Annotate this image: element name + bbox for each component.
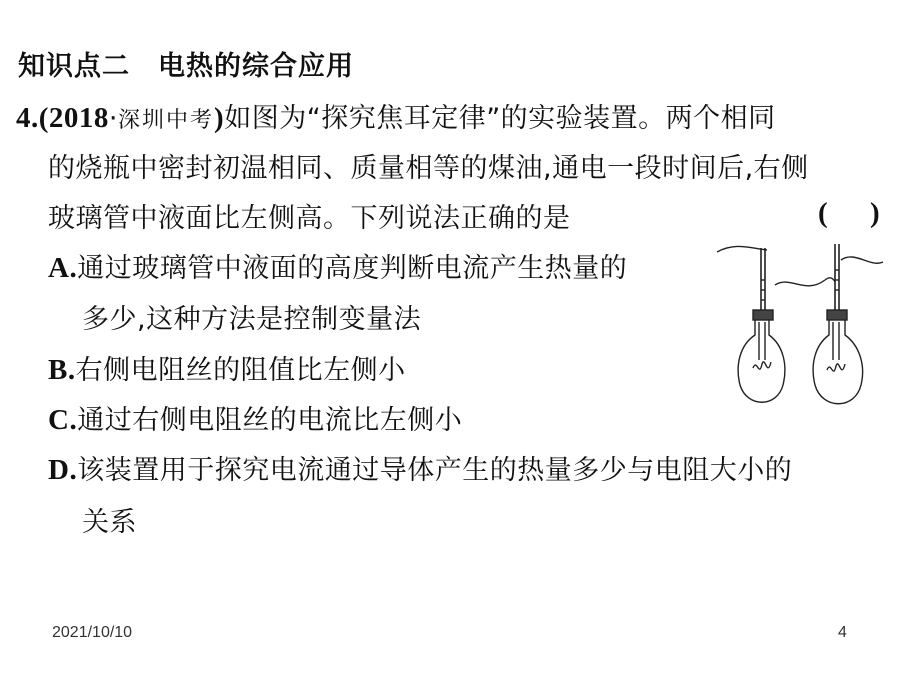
source-close-paren: )	[214, 102, 225, 134]
wire-right	[841, 257, 883, 263]
option-c	[48, 398, 462, 437]
answer-open-paren: (	[818, 197, 828, 229]
right-stopper	[827, 310, 847, 320]
question-line-2: 的烧瓶中密封初温相同、质量相等的煤油,通电一段时间后,右侧	[48, 153, 809, 184]
source-year: 2018	[48, 102, 109, 134]
question-stem-1: 如图为“探究焦耳定律”的实验装置。两个相同	[224, 103, 776, 134]
answer-close-paren: )	[870, 197, 880, 229]
wire-middle	[775, 278, 835, 286]
option-c-letter: C.	[48, 404, 78, 436]
section-heading: 知识点二 电热的综合应用	[18, 51, 354, 82]
footer-page-number: 4	[838, 624, 847, 641]
wire-left	[717, 246, 767, 252]
left-heating-wire	[753, 322, 771, 369]
left-flask	[738, 320, 785, 402]
option-d	[48, 448, 792, 487]
option-a-continuation: 多少,这种方法是控制变量法	[82, 304, 422, 335]
question-number: 4.	[16, 102, 39, 134]
option-b-letter: B.	[48, 354, 76, 386]
footer-date: 2021/10/10	[52, 624, 133, 641]
option-b	[48, 348, 406, 387]
option-c-text: 通过右侧电阻丝的电流比左侧小	[77, 405, 463, 436]
right-heating-wire	[827, 322, 845, 371]
source-open-paren: (	[38, 102, 49, 134]
option-d-continuation: 关系	[82, 507, 137, 538]
option-b-text: 右侧电阻丝的阻值比左侧小	[75, 355, 406, 386]
option-d-text: 该装置用于探究电流通过导体产生的热量多少与电阻大小的	[77, 455, 793, 486]
option-a	[48, 246, 627, 285]
left-stopper	[753, 310, 773, 320]
question-line-3: 玻璃管中液面比左侧高。下列说法正确的是	[48, 203, 571, 234]
option-a-text: 通过玻璃管中液面的高度判断电流产生热量的	[77, 253, 628, 284]
option-a-letter: A.	[48, 252, 78, 284]
joule-law-apparatus-figure	[715, 240, 885, 420]
source-text: 深圳中考	[118, 108, 215, 133]
right-flask	[813, 320, 863, 404]
source-dot: ·	[108, 103, 119, 134]
option-d-letter: D.	[48, 454, 78, 486]
question-line-1	[16, 96, 776, 135]
